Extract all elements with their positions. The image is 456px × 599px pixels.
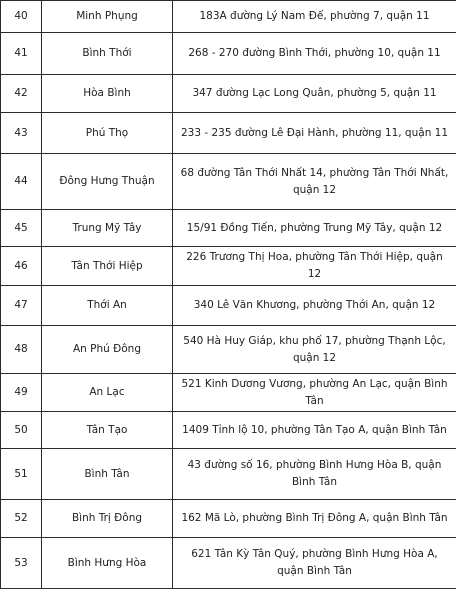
ward-name: Bình Hưng Hòa <box>42 538 173 589</box>
address-cell: 521 Kinh Dương Vương, phường An Lạc, quận Bình Tân <box>173 374 456 412</box>
row-number: 42 <box>1 75 42 113</box>
ward-name: Tân Thới Hiệp <box>42 247 173 286</box>
table-row <box>1 286 456 326</box>
ward-name: Bình Thới <box>42 33 173 75</box>
row-number: 43 <box>1 113 42 154</box>
table-row <box>1 154 456 210</box>
address-cell: 540 Hà Huy Giáp, khu phố 17, phường Thạnh Lộc, quận 12 <box>173 326 456 374</box>
address-cell: 340 Lê Văn Khương, phường Thới An, quận 12 <box>173 286 456 326</box>
table-row <box>1 113 456 154</box>
ward-name: Tân Tạo <box>42 412 173 449</box>
table-row <box>1 33 456 75</box>
address-cell: 162 Mã Lò, phường Bình Trị Đông A, quận Bình Tân <box>173 500 456 538</box>
row-number: 44 <box>1 154 42 210</box>
address-cell: 347 đường Lạc Long Quân, phường 5, quận 11 <box>173 75 456 113</box>
ward-name: Hòa Bình <box>42 75 173 113</box>
table-row <box>1 75 456 113</box>
table-row <box>1 247 456 286</box>
ward-name: Bình Tân <box>42 449 173 500</box>
row-number: 52 <box>1 500 42 538</box>
address-cell: 1409 Tỉnh lộ 10, phường Tân Tạo A, quận Bình Tân <box>173 412 456 449</box>
address-cell: 43 đường số 16, phường Bình Hưng Hòa B, quận Bình Tân <box>173 449 456 500</box>
table-row <box>1 412 456 449</box>
row-number: 41 <box>1 33 42 75</box>
ward-name: Bình Trị Đông <box>42 500 173 538</box>
row-number: 53 <box>1 538 42 589</box>
address-cell: 621 Tân Kỳ Tân Quý, phường Bình Hưng Hòa A, quận Bình Tân <box>173 538 456 589</box>
table-row <box>1 500 456 538</box>
address-cell: 68 đường Tân Thới Nhất 14, phường Tân Thới Nhất, quận 12 <box>173 154 456 210</box>
table-row <box>1 538 456 589</box>
address-cell: 233 - 235 đường Lê Đại Hành, phường 11, quận 11 <box>173 113 456 154</box>
address-cell: 268 - 270 đường Bình Thới, phường 10, quận 11 <box>173 33 456 75</box>
ward-name: Đông Hưng Thuận <box>42 154 173 210</box>
row-number: 45 <box>1 210 42 247</box>
address-cell: 15/91 Đồng Tiến, phường Trung Mỹ Tây, quận 12 <box>173 210 456 247</box>
row-number: 50 <box>1 412 42 449</box>
table-row <box>1 210 456 247</box>
ward-name: Thới An <box>42 286 173 326</box>
row-number: 48 <box>1 326 42 374</box>
row-number: 46 <box>1 247 42 286</box>
row-number: 47 <box>1 286 42 326</box>
address-cell: 183A đường Lý Nam Đế, phường 7, quận 11 <box>173 1 456 33</box>
row-number: 49 <box>1 374 42 412</box>
table-row <box>1 326 456 374</box>
table-row <box>1 449 456 500</box>
ward-name: An Lạc <box>42 374 173 412</box>
address-cell: 226 Trương Thị Hoa, phường Tân Thới Hiệp, quận 12 <box>173 247 456 286</box>
ward-name: Phú Thọ <box>42 113 173 154</box>
ward-name: An Phú Đông <box>42 326 173 374</box>
ward-name: Minh Phụng <box>42 1 173 33</box>
row-number: 51 <box>1 449 42 500</box>
table-row <box>1 1 456 33</box>
ward-name: Trung Mỹ Tây <box>42 210 173 247</box>
table-row <box>1 374 456 412</box>
row-number: 40 <box>1 1 42 33</box>
